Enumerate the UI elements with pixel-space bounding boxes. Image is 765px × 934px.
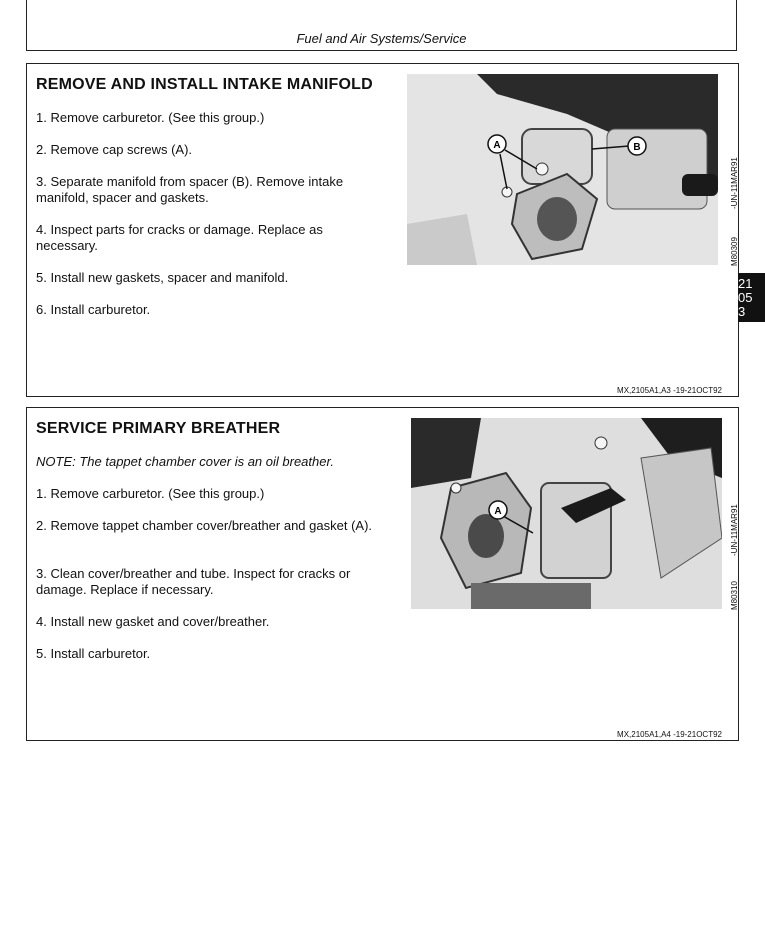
page-header <box>26 0 737 51</box>
callout-b-marker <box>628 137 646 155</box>
section-tab <box>738 273 765 322</box>
step-item: 2. Remove cap screws (A). <box>36 142 193 157</box>
section-primary-breather <box>26 407 739 741</box>
step-item: 2. Remove tappet chamber cover/breather and gasket (A). <box>36 518 373 533</box>
step-item: 3. Clean cover/breather and tube. Inspect for cracks or damage. Replace if necessary. <box>36 566 351 597</box>
step-item: 4. Inspect parts for cracks or damage. Replace as necessary. <box>36 222 323 253</box>
step-item: 5. Install carburetor. <box>36 646 151 661</box>
section-title: REMOVE AND INSTALL INTAKE MANIFOLD <box>36 76 373 93</box>
image-date-label: -UN-11MAR91 <box>730 157 739 209</box>
tab-line: 3 <box>738 304 746 319</box>
step-item: 1. Remove carburetor. (See this group.) <box>36 486 265 501</box>
section-intake-manifold <box>26 63 739 397</box>
step-item: 3. Separate manifold from spacer (B). Remove intake manifold, spacer and gaskets. <box>36 174 344 205</box>
image-date-label: -UN-11MAR91 <box>730 504 739 556</box>
primary-breather-photo <box>411 418 722 609</box>
section-header-title: Fuel and Air Systems/Service <box>296 31 467 46</box>
tab-line: 05 <box>738 290 753 305</box>
footer-code: MX,2105A1,A4 -19-21OCT92 <box>617 730 722 739</box>
image-code-label: M80309 <box>730 237 739 266</box>
tab-line: 21 <box>738 276 753 291</box>
step-item: 1. Remove carburetor. (See this group.) <box>36 110 265 125</box>
step-item: 4. Install new gasket and cover/breather. <box>36 614 270 629</box>
step-item: 5. Install new gaskets, spacer and manifold. <box>36 270 289 285</box>
callout-label: B <box>633 142 641 153</box>
image-code-label: M80310 <box>730 581 739 610</box>
step-item: 6. Install carburetor. <box>36 302 151 317</box>
footer-code: MX,2105A1,A3 -19-21OCT92 <box>617 386 722 395</box>
intake-manifold-photo <box>407 74 718 265</box>
callout-a-marker <box>488 135 506 153</box>
section-title: SERVICE PRIMARY BREATHER <box>36 420 281 437</box>
callout-label: A <box>494 506 502 517</box>
callout-a-marker <box>489 501 507 519</box>
callout-label: A <box>493 140 501 151</box>
note-text: NOTE: The tappet chamber cover is an oil breather. <box>36 454 334 469</box>
